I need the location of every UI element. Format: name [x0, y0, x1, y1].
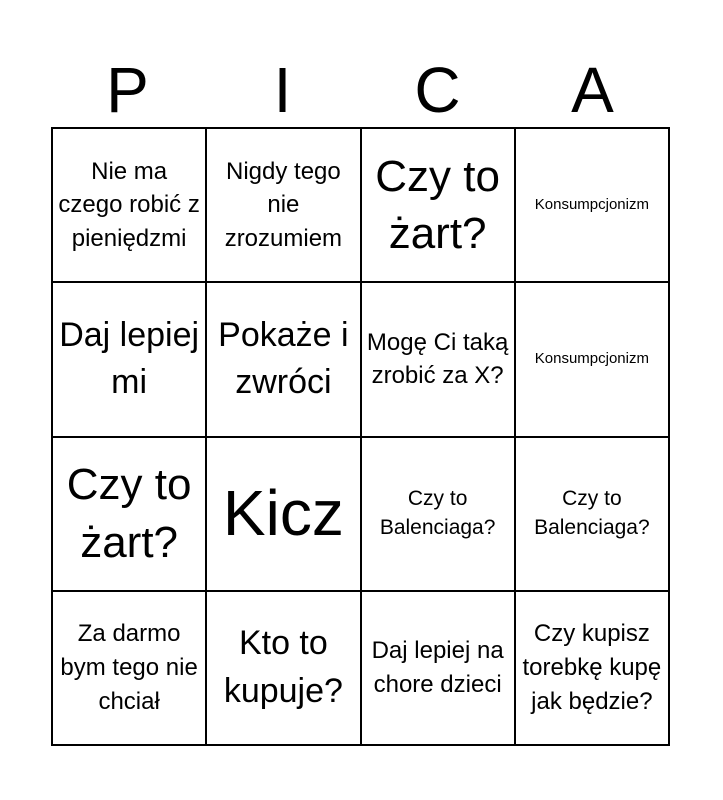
bingo-cell-r4c2[interactable]: [206, 591, 360, 745]
bingo-cell-r4c4[interactable]: [515, 591, 669, 745]
bingo-cell-r3c4[interactable]: [515, 437, 669, 591]
cell-text: Czy to Balenciaga?: [534, 487, 650, 539]
bingo-cell-r1c4[interactable]: [515, 128, 669, 282]
bingo-cell-r3c1[interactable]: [52, 437, 206, 591]
cell-text: Pokaże i zwróci: [218, 315, 349, 402]
bingo-cell-r3c3[interactable]: [361, 437, 515, 591]
cell-text: Daj lepiej na chore dzieci: [371, 637, 504, 698]
cell-text: Mogę Ci taką zrobić za X?: [366, 328, 509, 390]
cell-text: Nigdy tego nie zrozumiem: [224, 157, 343, 252]
cell-text: Za darmo bym tego nie chciał: [60, 620, 198, 715]
bingo-cell-r4c1[interactable]: [52, 591, 206, 745]
bingo-cell-r2c3[interactable]: [361, 282, 515, 436]
header-letter-i: I: [273, 54, 292, 126]
cell-text: Nie ma czego robić z pieniędzmi: [58, 157, 200, 252]
bingo-cell-r4c3[interactable]: [361, 591, 515, 745]
header-letter-a: A: [571, 54, 614, 126]
bingo-board: [51, 127, 670, 746]
cell-text: Kicz: [222, 477, 344, 550]
bingo-cell-r2c1[interactable]: [52, 282, 206, 436]
cell-text: Konsumpcjonizm: [534, 195, 649, 213]
cell-text: Czy kupisz torebkę kupę jak będzie?: [522, 620, 662, 715]
cell-text: Kto to kupuje?: [223, 624, 343, 710]
cell-text: Czy to żart?: [375, 151, 500, 259]
cell-text: Czy to Balenciaga?: [379, 487, 496, 539]
bingo-cell-r2c2[interactable]: [206, 282, 360, 436]
bingo-cell-r2c4[interactable]: [515, 282, 669, 436]
bingo-cell-r1c2[interactable]: [206, 128, 360, 282]
bingo-cell-r1c3[interactable]: [361, 128, 515, 282]
cell-text: Daj lepiej mi: [59, 315, 200, 402]
cell-text: Konsumpcjonizm: [534, 350, 649, 367]
header-letter-p: P: [106, 54, 149, 126]
cell-text: Czy to żart?: [66, 460, 192, 567]
bingo-cell-r1c1[interactable]: [52, 128, 206, 282]
header-letter-c: C: [414, 54, 461, 126]
bingo-header: [50, 52, 670, 128]
bingo-cell-r3c2[interactable]: [206, 437, 360, 591]
